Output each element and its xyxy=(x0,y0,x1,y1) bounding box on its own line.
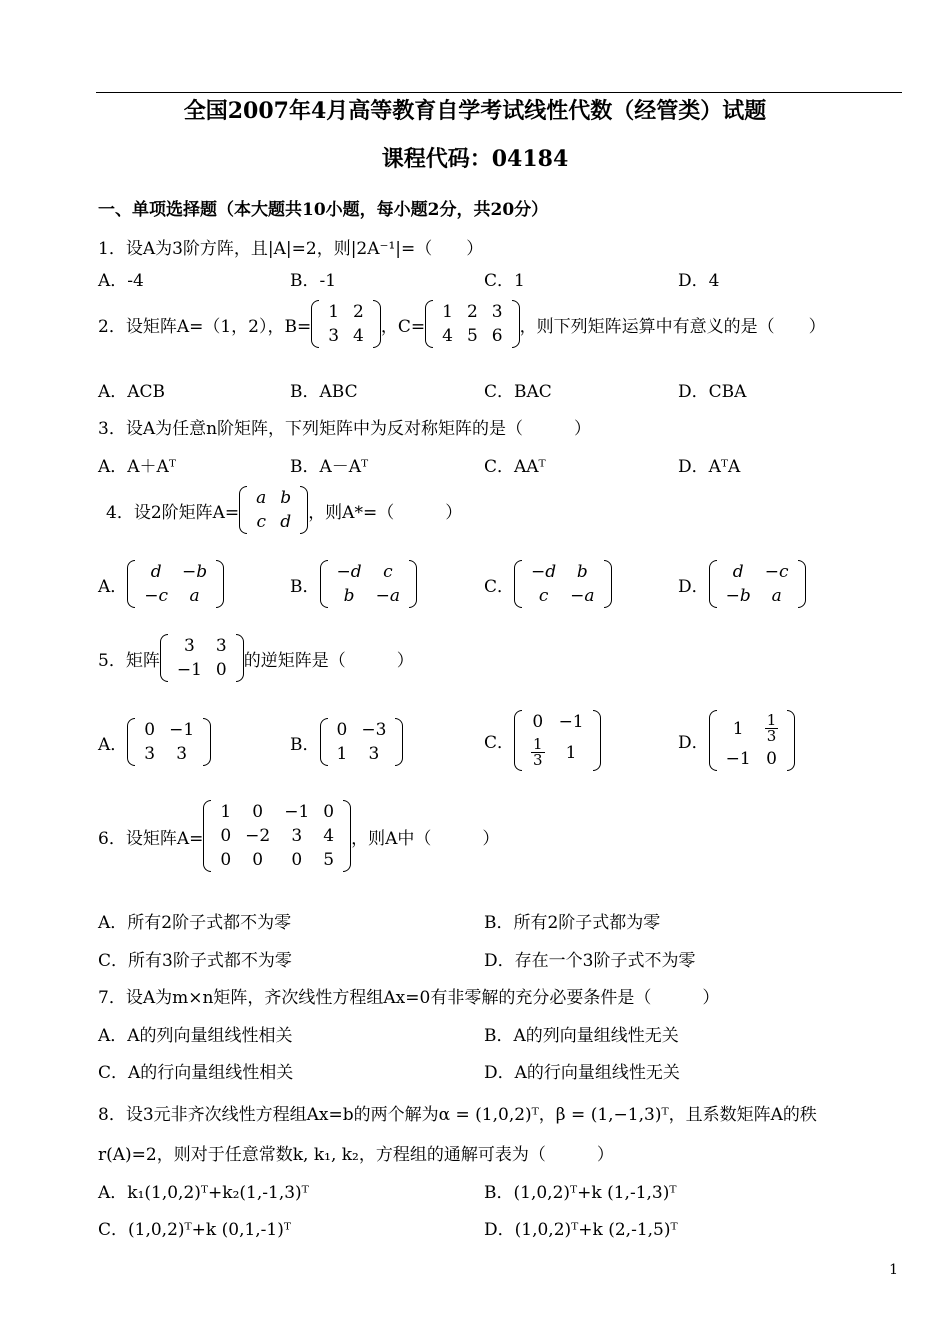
q3-option-d: D．AᵀA xyxy=(678,457,741,477)
matrix-left-bracket xyxy=(425,300,433,348)
question-3-stem: 3．设A为任意n阶矩阵，下列矩阵中为反对称矩阵的是（ ） xyxy=(98,419,592,439)
matrix-cell: b xyxy=(576,562,588,582)
matrix-right-bracket xyxy=(593,710,601,771)
q8-option-c: C．(1,0,2)ᵀ+k (0,1,-1)ᵀ xyxy=(98,1220,292,1240)
matrix-left-bracket xyxy=(311,300,319,348)
matrix-left-bracket xyxy=(514,710,522,771)
matrix-cell: d xyxy=(280,512,292,532)
matrix-cell: 0 xyxy=(766,749,777,769)
matrix-cell: 2 xyxy=(466,302,478,322)
q2-option-c: C．BAC xyxy=(484,382,552,402)
q2-matrix-c xyxy=(425,300,519,348)
matrix-right-bracket xyxy=(203,718,211,766)
matrix-cell: 1 xyxy=(442,302,453,322)
matrix-cell: $\frac{1}{3}$ xyxy=(766,711,777,745)
matrix-cell: 3 xyxy=(491,302,503,322)
matrix-right-bracket xyxy=(300,486,308,534)
q7-option-a: A．A的列向量组线性相关 xyxy=(98,1026,293,1046)
matrix-cell: 6 xyxy=(491,326,503,346)
matrix-cell: d xyxy=(150,562,162,582)
matrix-left-bracket xyxy=(709,560,717,608)
course-code: 课程代码：04184 xyxy=(381,146,569,172)
matrix-cell: −c xyxy=(144,586,169,606)
matrix-cell: 4 xyxy=(353,326,364,346)
question-8-line2: r(A)=2，则对于任意常数k, k₁, k₂，方程组的通解可表为（ ） xyxy=(98,1145,614,1165)
matrix-cell: b xyxy=(280,488,292,508)
q1-option-c: C．1 xyxy=(484,271,525,291)
q2-matrix-b xyxy=(311,300,381,348)
matrix-cell: a xyxy=(256,488,267,508)
q3-option-a: A．A＋Aᵀ xyxy=(98,457,176,477)
matrix-cell: a xyxy=(189,586,200,606)
q4-option-b xyxy=(290,560,417,608)
q2-option-a: A．ACB xyxy=(98,382,166,402)
q4-prefix: 4．设2阶矩阵A= xyxy=(106,502,240,523)
matrix-cell: 0 xyxy=(144,720,156,740)
matrix-right-bracket xyxy=(604,560,612,608)
matrix-cell: −2 xyxy=(245,826,271,846)
matrix-cell: 5 xyxy=(323,850,335,870)
matrix-cell: c xyxy=(538,586,549,606)
matrix-cell: c xyxy=(256,512,266,532)
matrix-cell: 1 xyxy=(565,742,577,763)
matrix-right-bracket xyxy=(216,560,224,608)
matrix-cell: 0 xyxy=(215,660,227,680)
matrix-right-bracket xyxy=(343,800,351,872)
q7-option-b: B．A的列向量组线性无关 xyxy=(484,1026,679,1046)
q5-prefix: 5．矩阵 xyxy=(98,650,160,671)
q5-suffix: 的逆矩阵是（ ） xyxy=(243,650,414,671)
question-2-stem xyxy=(98,300,826,348)
q4-option-d-matrix xyxy=(709,560,806,608)
question-8-line1: 8．设3元非齐次线性方程组Ax=b的两个解为α = (1,0,2)ᵀ，β = (1,−1,3)ᵀ，且系数矩阵A的秩 xyxy=(98,1105,817,1125)
matrix-cell: −a xyxy=(375,586,401,606)
q5-option-a-matrix xyxy=(127,718,211,766)
matrix-left-bracket xyxy=(320,718,328,766)
matrix-cell: 0 xyxy=(323,802,335,822)
matrix-cell: −c xyxy=(764,562,789,582)
question-4-stem xyxy=(106,486,462,534)
q4-option-b-label: B． xyxy=(290,576,320,597)
matrix-cell: 0 xyxy=(220,826,232,846)
matrix-cell: −1 xyxy=(176,660,202,680)
matrix-left-bracket xyxy=(514,560,522,608)
matrix-cell: 1 xyxy=(732,718,744,739)
matrix-cell: 0 xyxy=(336,720,348,740)
matrix-cell: 1 xyxy=(336,744,348,764)
q5-option-b xyxy=(290,718,403,766)
question-7-stem: 7．设A为m×n矩阵，齐次线性方程组Ax=0有非零解的充分必要条件是（ ） xyxy=(98,988,720,1008)
matrix-cell: 4 xyxy=(323,826,335,846)
matrix-cell: d xyxy=(732,562,744,582)
q4-suffix: ，则A*=（ ） xyxy=(308,502,463,523)
q4-option-c-matrix xyxy=(514,560,612,608)
q4-option-a-matrix xyxy=(127,560,224,608)
q4-option-c-label: C． xyxy=(484,576,515,597)
q2-option-d: D．CBA xyxy=(678,382,747,402)
q8-option-b: B．(1,0,2)ᵀ+k (1,-1,3)ᵀ xyxy=(484,1183,677,1203)
matrix-cell: b xyxy=(343,586,355,606)
q4-option-b-matrix xyxy=(320,560,418,608)
page-title: 全国2007年4月高等教育自学考试线性代数（经管类）试题 xyxy=(183,98,767,124)
q8-option-d: D．(1,0,2)ᵀ+k (2,-1,5)ᵀ xyxy=(484,1220,678,1240)
matrix-cell: 0 xyxy=(291,850,303,870)
matrix-cell: 3 xyxy=(328,326,340,346)
q5-matrix xyxy=(160,634,244,682)
matrix-cell: 1 xyxy=(220,802,232,822)
q7-option-c: C．A的行向量组线性相关 xyxy=(98,1063,294,1083)
q5-option-d-label: D． xyxy=(678,733,709,753)
q1-option-b: B．-1 xyxy=(290,271,337,291)
matrix-cell: $\frac{1}{3}$ xyxy=(533,735,543,769)
question-6-stem xyxy=(98,800,499,872)
q5-option-a-label: A． xyxy=(98,734,128,755)
q1-option-d: D．4 xyxy=(678,271,720,291)
matrix-cell: −1 xyxy=(558,712,584,732)
q5-option-c-matrix xyxy=(514,710,601,771)
q4-option-a-label: A． xyxy=(98,576,128,597)
matrix-right-bracket xyxy=(512,300,520,348)
matrix-left-bracket xyxy=(239,486,247,534)
page-number: 1 xyxy=(889,1262,898,1278)
matrix-left-bracket xyxy=(203,800,211,872)
matrix-cell: −d xyxy=(531,562,557,582)
section-heading: 一、单项选择题（本大题共10小题，每小题2分，共20分） xyxy=(98,200,549,220)
matrix-left-bracket xyxy=(709,710,717,771)
matrix-cell: 1 xyxy=(328,302,340,322)
matrix-right-bracket xyxy=(373,300,381,348)
matrix-cell: 5 xyxy=(466,326,478,346)
q6-suffix: ，则A中（ ） xyxy=(351,828,500,849)
matrix-cell: 4 xyxy=(442,326,453,346)
matrix-cell: −1 xyxy=(169,720,195,740)
matrix-cell: 3 xyxy=(368,744,380,764)
matrix-cell: 3 xyxy=(176,744,188,764)
q2-suffix: ，则下列矩阵运算中有意义的是（ ） xyxy=(519,316,826,337)
matrix-cell: c xyxy=(383,562,393,582)
matrix-left-bracket xyxy=(127,718,135,766)
q5-option-c xyxy=(484,710,601,771)
q5-option-c-label: C． xyxy=(484,733,515,753)
q4-option-d-label: D． xyxy=(678,576,709,597)
matrix-cell: −d xyxy=(336,562,362,582)
matrix-right-bracket xyxy=(236,634,244,682)
matrix-cell: −3 xyxy=(361,720,387,740)
q4-matrix-a xyxy=(239,486,308,534)
q5-option-a xyxy=(98,718,211,766)
q6-option-c: C．所有3阶子式都不为零 xyxy=(98,951,292,971)
q4-option-d xyxy=(678,560,806,608)
matrix-cell: −1 xyxy=(284,802,310,822)
q3-option-c: C．AAᵀ xyxy=(484,457,546,477)
matrix-cell: 0 xyxy=(220,850,232,870)
question-5-stem xyxy=(98,634,414,682)
matrix-cell: 0 xyxy=(252,802,264,822)
matrix-cell: 3 xyxy=(291,826,303,846)
matrix-right-bracket xyxy=(409,560,417,608)
q2-prefix: 2．设矩阵A=（1，2），B= xyxy=(98,316,312,337)
q4-option-a xyxy=(98,560,224,608)
q1-option-a: A．-4 xyxy=(98,271,144,291)
q8-option-a: A．k₁(1,0,2)ᵀ+k₂(1,-1,3)ᵀ xyxy=(98,1183,309,1203)
q5-option-d-matrix xyxy=(709,710,796,771)
matrix-cell: −a xyxy=(570,586,595,606)
matrix-cell: 0 xyxy=(252,850,264,870)
q6-matrix-a xyxy=(203,800,351,872)
matrix-cell: 3 xyxy=(144,744,156,764)
q6-option-d: D．存在一个3阶子式不为零 xyxy=(484,951,696,971)
matrix-cell: −1 xyxy=(725,749,751,769)
q4-option-c xyxy=(484,560,612,608)
q2-option-b: B．ABC xyxy=(290,382,358,402)
header-rule xyxy=(96,92,902,93)
matrix-right-bracket xyxy=(798,560,806,608)
q6-option-b: B．所有2阶子式都为零 xyxy=(484,913,661,933)
matrix-cell: 0 xyxy=(532,712,544,732)
q5-option-b-label: B． xyxy=(290,734,320,755)
matrix-cell: a xyxy=(771,586,782,606)
q7-option-d: D．A的行向量组线性无关 xyxy=(484,1063,680,1083)
matrix-cell: 3 xyxy=(215,636,227,656)
matrix-right-bracket xyxy=(395,718,403,766)
matrix-left-bracket xyxy=(160,634,168,682)
q6-prefix: 6．设矩阵A= xyxy=(98,828,204,849)
matrix-cell: 3 xyxy=(183,636,195,656)
matrix-cell: 2 xyxy=(353,302,364,322)
matrix-left-bracket xyxy=(127,560,135,608)
q3-option-b: B．A－Aᵀ xyxy=(290,457,369,477)
matrix-cell: −b xyxy=(725,586,751,606)
q5-option-b-matrix xyxy=(320,718,404,766)
q5-option-d xyxy=(678,710,795,771)
q2-mid: ，C= xyxy=(380,316,426,337)
question-1-stem: 1．设A为3阶方阵，且|A|=2，则|2A⁻¹|=（ ） xyxy=(98,239,484,259)
matrix-cell: −b xyxy=(182,562,208,582)
q6-option-a: A．所有2阶子式都不为零 xyxy=(98,913,292,933)
matrix-left-bracket xyxy=(320,560,328,608)
matrix-right-bracket xyxy=(787,710,795,771)
